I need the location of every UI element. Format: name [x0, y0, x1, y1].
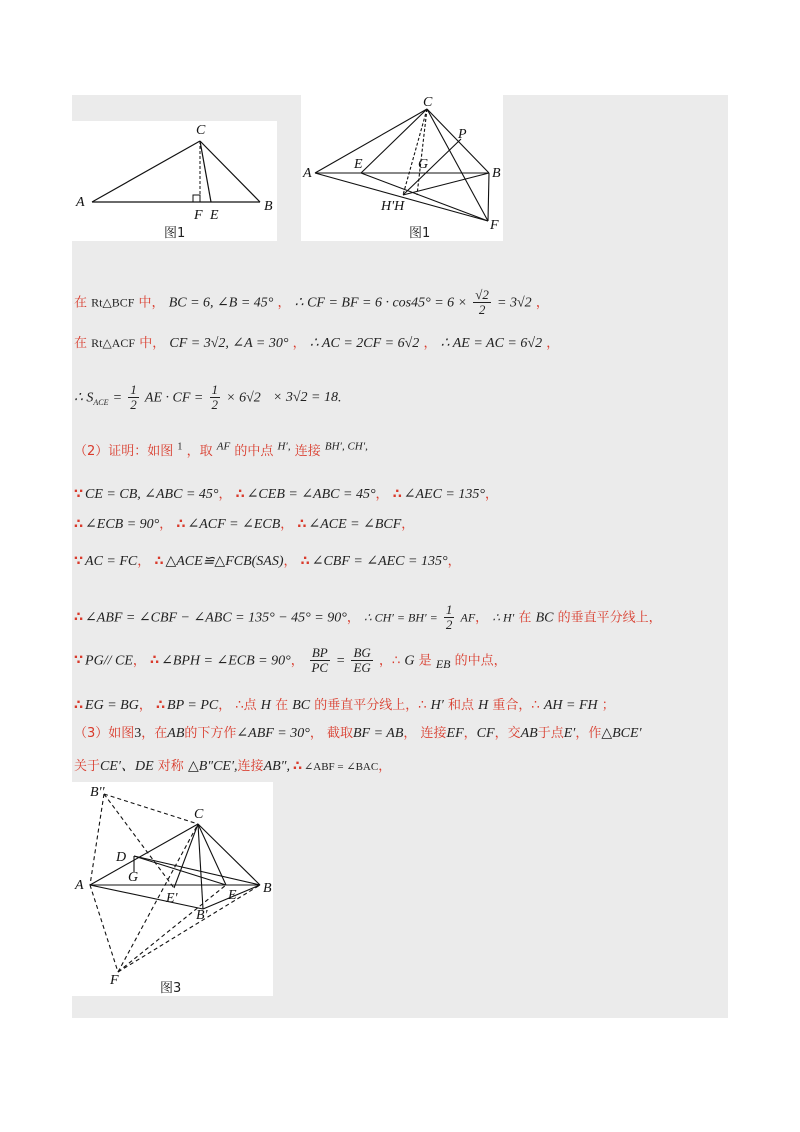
label-d: D [116, 850, 127, 865]
therefore-symbol: ∴ [155, 698, 166, 713]
text-end: ， [535, 295, 549, 311]
text-part: 在 [275, 698, 289, 713]
text-sep: ， [292, 336, 306, 351]
text-part: （2）证明：如图 [74, 444, 174, 459]
therefore-symbol: ∴ [154, 554, 164, 569]
text-part: ，作 [575, 726, 602, 741]
therefore-symbol: ∴ [74, 698, 84, 713]
text-sep: ， [218, 698, 232, 713]
label-g: G [418, 157, 429, 172]
math-congruence: △ACE≌△FCB(SAS) [165, 554, 284, 569]
math-given: BC = 6, ∠B = 45° [168, 295, 274, 311]
text-zai: 在 [74, 295, 88, 311]
segment-bf [488, 173, 489, 221]
math-h-prime: H′ [430, 698, 444, 713]
figure-1-left [72, 121, 277, 241]
solution-line-6 [74, 513, 414, 533]
math-triangle: Rt△ACF [91, 336, 136, 350]
math-result-b: = 3√2 [497, 295, 532, 311]
therefore-symbol: ∴ [176, 517, 186, 532]
math-expression: CE = CB, ∠ABC = 45° [85, 487, 219, 502]
therefore-symbol: ∴ [293, 759, 303, 774]
therefore-symbol: ∴ [74, 517, 84, 532]
segment-de [134, 856, 226, 885]
text-part: 重合，∴ [492, 698, 540, 713]
text-zhong: 中， [139, 336, 166, 351]
text-sep: ， [138, 698, 152, 713]
text-sep: ， [484, 487, 498, 502]
therefore-symbol: ∴ [74, 610, 84, 626]
text-part: 连接 [294, 444, 321, 459]
math-area: ∴ S [74, 390, 94, 406]
fraction [128, 383, 139, 413]
figure-caption: 图1 [409, 226, 431, 241]
label-f: F [194, 208, 203, 223]
text-part: 于点 [537, 726, 564, 741]
segment-db [134, 856, 260, 885]
segment-ab-double-prime-dashed [90, 794, 104, 885]
math-given: CF = 3√2, ∠A = 30° [169, 336, 289, 351]
segment-hb [403, 173, 489, 195]
therefore-symbol: ∴ [300, 554, 310, 569]
segment-b-double-prime-e-prime-dashed [104, 794, 174, 888]
fraction [351, 646, 372, 676]
math-result-a: ∴ AC = 2CF = 6√2 [309, 336, 420, 351]
solution-line-5 [74, 483, 498, 503]
label-a: A [76, 195, 85, 210]
text-part: 是 [418, 653, 432, 669]
text-sep: ， [137, 554, 151, 569]
math-expression: BP = PC [167, 698, 219, 713]
segment-cf [427, 109, 488, 221]
math-expression: BF = AB [353, 726, 404, 741]
label-b-double-prime: B'' [90, 785, 105, 800]
solution-line-11 [74, 722, 642, 742]
text-part: ∴点 [235, 698, 257, 713]
math-result-b: ∴ AE = AC = 6√2 [440, 336, 543, 351]
math-af: AF [216, 440, 231, 453]
figure-caption: 图3 [160, 981, 182, 996]
figure-3-diagram [72, 782, 273, 996]
label-f: F [110, 973, 119, 988]
math-e-prime: E′ [563, 726, 576, 741]
math-expression: △B″CE′, [187, 759, 238, 774]
label-p: P [458, 127, 467, 142]
math-area-subscript: ACE [93, 397, 109, 407]
label-b: B [492, 166, 501, 181]
figure-1-right-diagram [301, 95, 503, 241]
text-sep: ， [280, 517, 294, 532]
text-part: ， [463, 726, 477, 741]
text-sep: ， [401, 517, 415, 532]
text-part: 的垂直平分线上，∴ [314, 698, 427, 713]
math-tail: × 6√2 [226, 390, 261, 406]
text-end: ， [378, 759, 392, 774]
math-result: × 3√2 = 18 [272, 390, 338, 406]
math-expression: AC = FC [85, 554, 138, 569]
segment-cb [198, 824, 260, 885]
math-af: AF [460, 610, 476, 625]
text-sep: ， [447, 554, 461, 569]
math-expression: ∠CEB = ∠ABC = 45° [246, 487, 376, 502]
text-sep: ， [375, 487, 389, 502]
text-part: ，交 [494, 726, 521, 741]
math-expression: ∠BPH = ∠ECB = 90° [161, 653, 291, 669]
figure-ref: 3 [134, 726, 142, 741]
fraction [210, 383, 221, 413]
label-c: C [423, 95, 433, 110]
because-symbol: ∵ [74, 487, 84, 502]
segment-af-dashed [90, 885, 118, 972]
math-expression: PG// CE [85, 653, 133, 669]
math-ab: AB [520, 726, 538, 741]
label-a: A [303, 166, 312, 181]
math-bc: BC [292, 698, 311, 713]
text-part: 的中点， [454, 653, 507, 669]
fraction-numerator: 1 [445, 602, 453, 617]
fraction-denominator: PC [311, 660, 329, 676]
math-h: H [478, 698, 489, 713]
math-expression: ∴ CH′ = BH′ = [363, 610, 438, 625]
math-equals: = [112, 390, 123, 406]
figure-1-right [301, 95, 503, 241]
fraction [444, 603, 455, 633]
label-a: A [75, 878, 84, 893]
math-expression: EG = BG [85, 698, 139, 713]
text-part: 在 [518, 610, 532, 626]
label-e: E [210, 208, 219, 223]
text-part: （3）如图 [74, 726, 135, 741]
figure-caption: 图1 [164, 226, 186, 241]
solution-line-8 [74, 603, 662, 633]
fraction-numerator: BP [311, 645, 328, 660]
math-expression: ∠ECB = 90° [85, 517, 160, 532]
solution-line-10 [74, 694, 615, 714]
text-end: ， [546, 336, 560, 351]
label-c: C [194, 807, 204, 822]
math-cf: CF [476, 726, 495, 741]
math-expression: ∠CBF = ∠AEC = 135° [311, 554, 448, 569]
text-end: . [338, 390, 342, 406]
math-equals: = [335, 653, 346, 669]
text-sep: ， [423, 336, 437, 351]
label-c: C [196, 123, 206, 138]
text-sep: ， [277, 295, 291, 311]
text-sep: ， [159, 517, 173, 532]
text-part: ， 连接 [403, 726, 447, 741]
text-sep: ，∴ [378, 653, 401, 669]
text-part: 的中点 [234, 444, 274, 459]
solution-line-4 [74, 440, 368, 459]
text-part: 的垂直平分线上， [557, 610, 662, 626]
math-expression: CE′、DE [100, 759, 154, 774]
text-sep: ， [346, 610, 360, 626]
fraction-denominator: 2 [445, 617, 453, 633]
text-sep: ， [290, 653, 304, 669]
segment-ab-prime [90, 885, 203, 909]
text-part: 关于 [74, 759, 101, 774]
text-part: 对称 [157, 759, 184, 774]
label-b-prime: B' [196, 908, 208, 923]
segment-cb-prime [198, 824, 203, 909]
because-symbol: ∵ [74, 653, 84, 669]
fraction-numerator: 1 [211, 382, 218, 397]
fraction-numerator: BG [353, 645, 371, 660]
fraction-denominator: EG [353, 660, 371, 676]
fraction-numerator: √2 [475, 287, 489, 302]
text-sep: ， [132, 653, 146, 669]
math-middle: AE · CF = [144, 390, 204, 406]
text-end: ； [601, 698, 615, 713]
figure-3 [72, 782, 273, 996]
text-zhong: 中， [138, 295, 165, 311]
fraction [473, 288, 491, 318]
math-result-a: ∴ CF = BF = 6 · cos45° = 6 × [294, 295, 468, 311]
fraction-denominator: 2 [211, 397, 218, 413]
figure-1-left-diagram [72, 121, 277, 241]
math-expression: ∠ABF = ∠BAC [304, 761, 379, 773]
math-triangle: △BCE′ [601, 726, 642, 741]
label-g: G [128, 870, 139, 885]
math-h-prime: H′, [277, 440, 291, 453]
text-part: 的下方作 [184, 726, 237, 741]
math-h: H [260, 698, 271, 713]
text-sep: ， [218, 487, 232, 502]
math-bh-ch: BH′, CH′, [324, 440, 368, 453]
solution-line-12 [74, 755, 391, 775]
math-expression: ∠ACF = ∠ECB [187, 517, 281, 532]
therefore-symbol: ∴ [235, 487, 245, 502]
text-part: 连接 [237, 759, 264, 774]
label-b: B [263, 881, 272, 896]
math-ef: EF [446, 726, 464, 741]
text-part: ，在 [141, 726, 168, 741]
therefore-symbol: ∴ [297, 517, 307, 532]
solution-line-3 [74, 383, 342, 413]
math-expression: ∠ACE = ∠BCF [308, 517, 402, 532]
text-sep: ， [283, 554, 297, 569]
text-zai: 在 [74, 336, 88, 351]
fraction-denominator: 2 [130, 397, 137, 413]
therefore-symbol: ∴ [150, 653, 160, 669]
label-b: B [264, 199, 273, 214]
solution-line-2 [74, 332, 559, 352]
right-angle-mark [193, 195, 200, 202]
because-symbol: ∵ [74, 554, 84, 569]
solution-line-9 [74, 646, 507, 676]
math-h-prime: ∴ H′ [492, 610, 515, 625]
solution-line-7 [74, 550, 461, 570]
math-bc: BC [535, 610, 554, 626]
text-sep: ， [475, 610, 489, 626]
figure-ref: 1 [177, 441, 183, 453]
solution-line-1 [74, 288, 549, 318]
segment-ac [92, 141, 200, 202]
segment-ch-dashed [403, 109, 427, 195]
math-expression: ∠ABF = 30° [236, 726, 310, 741]
math-expression: AH = FH [543, 698, 598, 713]
segment-ce-prime [174, 824, 198, 888]
segment-ch-prime-dashed [417, 109, 427, 195]
label-h-prime-h: H'H [381, 199, 405, 214]
fraction [310, 646, 330, 676]
segment-fb-dashed [118, 885, 260, 972]
math-eb: EB [435, 656, 451, 671]
math-ab: AB [167, 726, 185, 741]
math-expression: ∠AEC = 135° [403, 487, 485, 502]
label-f: F [490, 218, 499, 233]
therefore-symbol: ∴ [392, 487, 402, 502]
label-e: E [354, 157, 363, 172]
text-part: ，取 [186, 444, 213, 459]
fraction-numerator: 1 [130, 382, 137, 397]
math-expression: AB″, [263, 759, 290, 774]
math-expression: ∠ABF = ∠CBF − ∠ABC = 135° − 45° = 90° [85, 610, 347, 626]
text-part: ， 截取 [309, 726, 353, 741]
label-e: E [228, 888, 237, 903]
segment-b-double-prime-c-dashed [104, 794, 198, 824]
segment-hp [403, 139, 461, 195]
math-triangle: Rt△BCF [91, 295, 135, 310]
math-g: G [404, 653, 415, 669]
label-e-prime: E' [166, 891, 178, 906]
fraction-denominator: 2 [478, 302, 486, 318]
text-part: 和点 [448, 698, 475, 713]
